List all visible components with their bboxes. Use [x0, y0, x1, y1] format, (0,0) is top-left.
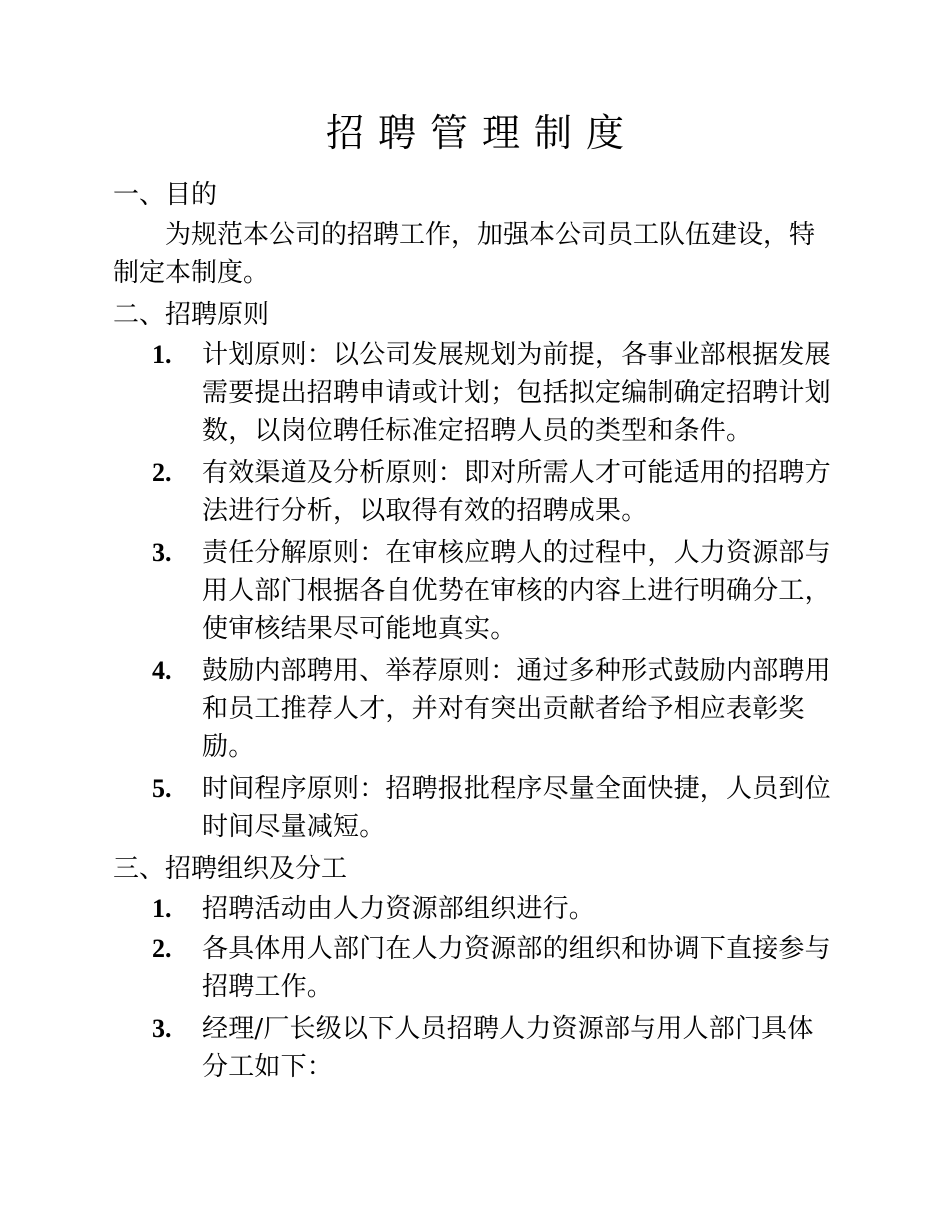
section-heading-principles: 二、招聘原则: [113, 300, 270, 330]
list-item-number: 4.: [152, 656, 172, 685]
list-item-text: 有效渠道及分析原则：即对所需人才可能适用的招聘方法进行分析，以取得有效的招聘成果。: [202, 458, 831, 526]
list-item-text: 招聘活动由人力资源部组织进行。: [202, 894, 596, 924]
list-item-text: 责任分解原则：在审核应聘人的过程中，人力资源部与用人部门根据各自优势在审核的内容上进行明确分工，使审核结果尽可能地真实。: [202, 538, 831, 644]
list-item: [152, 770, 832, 846]
list-item-text: 时间程序原则：招聘报批程序尽量全面快捷，人员到位时间尽量减短。: [202, 774, 831, 842]
list-item-number: 1.: [152, 894, 172, 923]
list-item-number: 5.: [152, 774, 172, 803]
list-item: [152, 534, 832, 648]
list-item: [152, 930, 832, 1006]
document-title: 招聘管理制度: [325, 111, 638, 155]
list-item-text: 各具体用人部门在人力资源部的组织和协调下直接参与招聘工作。: [202, 934, 831, 1002]
list-item-text: 鼓励内部聘用、举荐原则：通过多种形式鼓励内部聘用和员工推荐人才，并对有突出贡献者给予相应表彰奖励。: [202, 656, 831, 762]
section-heading-purpose: 一、目的: [113, 180, 218, 210]
list-item-number: 2.: [152, 458, 172, 487]
list-item-text: 经理/厂长级以下人员招聘人力资源部与用人部门具体分工如下：: [202, 1014, 814, 1082]
list-item: [152, 454, 832, 530]
purpose-paragraph: 为规范本公司的招聘工作，加强本公司员工队伍建设，特制定本制度。: [113, 220, 816, 288]
list-item-number: 1.: [152, 340, 172, 369]
list-item: [152, 652, 832, 766]
list-item: [152, 890, 832, 928]
list-item-number: 3.: [152, 538, 172, 567]
list-item: [152, 336, 832, 450]
list-item-number: 2.: [152, 934, 172, 963]
list-item-number: 3.: [152, 1014, 172, 1043]
list-item-text: 计划原则：以公司发展规划为前提，各事业部根据发展需要提出招聘申请或计划；包括拟定编制确定招聘计划数，以岗位聘任标准定招聘人员的类型和条件。: [202, 340, 831, 446]
list-item: [152, 1010, 832, 1086]
section-heading-organization: 三、招聘组织及分工: [113, 854, 348, 884]
